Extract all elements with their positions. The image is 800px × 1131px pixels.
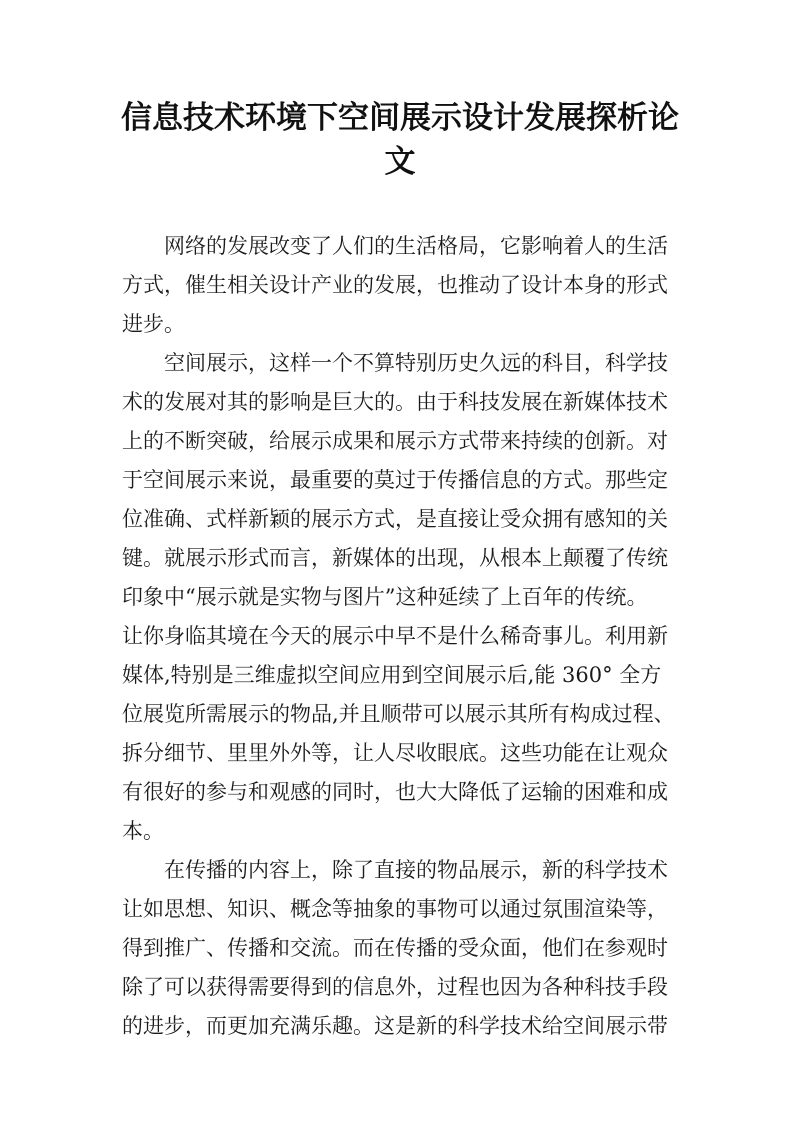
paragraph [122,227,692,344]
paragraph-line: 于空间展示来说，最重要的莫过于传播信息的方式。那些定 [122,468,668,492]
paragraph-line: 让你身临其境在今天的展示中早不是什么稀奇事儿。利用新 [122,624,668,648]
paragraph-line: 拆分细节、里里外外等，让人尽收眼底。这些功能在让观众 [122,741,668,765]
title-line: 文 [384,144,416,180]
paragraph-line: 术的发展对其的影响是巨大的。由于科技发展在新媒体技术 [122,390,668,414]
paragraph-line: 本。 [122,819,164,843]
paragraph-line: 空间展示，这样一个不算特别历史久远的科目，科学技 [164,351,668,375]
paragraph-line: 除了可以获得需要得到的信息外，过程也因为各种科技手段 [122,975,668,999]
document-title [120,96,680,184]
document-body [122,227,692,1046]
paragraph-line: 位展览所需展示的物品,并且顺带可以展示其所有构成过程、 [122,702,675,726]
paragraph-line: 网络的发展改变了人们的生活格局，它影响着人的生活 [164,234,668,258]
paragraph-line: 让如思想、知识、概念等抽象的事物可以通过氛围渲染等， [122,897,668,921]
paragraph-line: 印象中“展示就是实物与图片”这种延续了上百年的传统。 [122,585,648,609]
paragraph-line: 媒体,特别是三维虚拟空间应用到空间展示后,能 360° 全方 [122,663,662,687]
paragraph [122,851,692,1046]
paragraph-line: 方式，催生相关设计产业的发展，也推动了设计本身的形式 [122,273,668,297]
paragraph-line: 位准确、式样新颖的展示方式，是直接让受众拥有感知的关 [122,507,668,531]
paragraph-line: 得到推广、传播和交流。而在传播的受众面，他们在参观时 [122,936,668,960]
paragraph-line: 进步。 [122,312,185,336]
paragraph-line: 有很好的参与和观感的同时，也大大降低了运输的困难和成 [122,780,668,804]
paragraph-line: 在传播的内容上，除了直接的物品展示，新的科学技术 [164,858,668,882]
title-line: 信息技术环境下空间展示设计发展探析论 [121,100,679,136]
paragraph-line: 的进步，而更加充满乐趣。这是新的科学技术给空间展示带 [122,1014,668,1038]
paragraph-line: 上的不断突破，给展示成果和展示方式带来持续的创新。对 [122,429,668,453]
paragraph-line: 键。就展示形式而言，新媒体的出现，从根本上颠覆了传统 [122,546,668,570]
paragraph [122,344,692,851]
